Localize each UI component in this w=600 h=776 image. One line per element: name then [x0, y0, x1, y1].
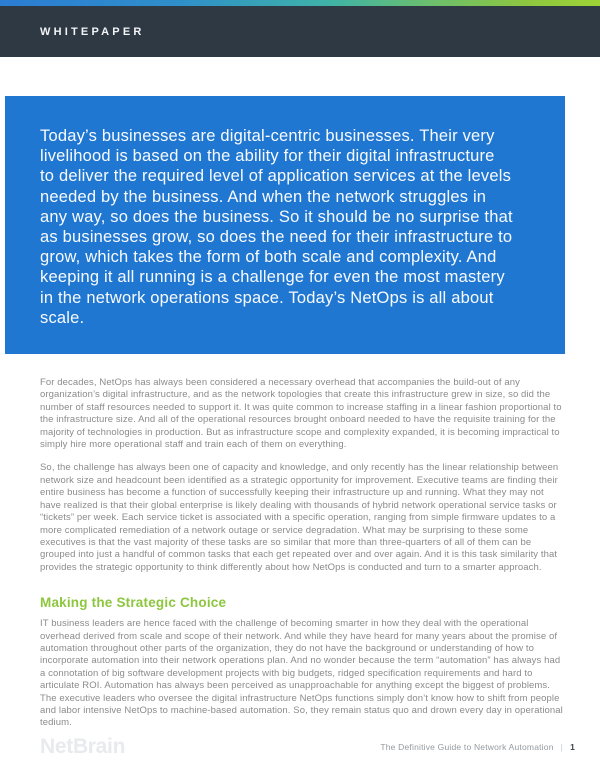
netbrain-logo: NetBrain — [40, 735, 126, 758]
page-number: 1 — [570, 742, 575, 752]
page-footer — [40, 732, 575, 762]
whitepaper-label: WHITEPAPER — [40, 25, 145, 38]
footer-separator: | — [560, 742, 564, 752]
body-paragraph: So, the challenge has always been one of capacity and knowledge, and only recently has the linear relationship between network size and headcount been identified as a strategic opportunity for improvement. Executive teams are finding their entire business has become a function of successfully keeping their infrastructure up and running. What they may not have realized is that their global enterprise is likely dealing with thousands of hybrid network operational service tasks or “tickets” per week. Each service ticket is associated with a specific operation, ranging from simple firmware updates to a more complicated remediation of a network outage or service degradation. What may be surprising to these some executives is that the vast majority of these tasks are so similar that more than three-quarters of all of them can be grouped into just a handful of common tasks that each get repeated over and over again. And it is this task similarity that provides the strategic opportunity to think differently about how NetOps is conducted and turn to a smarter approach. — [40, 462, 559, 573]
hero-quote-text: Today’s businesses are digital-centric businesses. Their very livelihood is based on the ability for their digital infrastructure to deliver the required level of application services at the levels needed by the business. And when the network struggles in any way, so does the business. So it should be no surprise that as businesses grow, so does the need for their infrastructure to grow, which takes the form of both scale and complexity. And keeping it all running is a challenge for even the most mastery in the network operations space. Today’s NetOps is all about scale. — [40, 127, 513, 327]
hero-quote-box — [5, 96, 565, 354]
section-heading: Making the Strategic Choice — [40, 595, 227, 611]
footer-doc-title: The Definitive Guide to Network Automation — [380, 742, 554, 752]
body-paragraph: IT business leaders are hence faced with the challenge of becoming smarter in how they deal with the operational overhead derived from scale and scope of their network. And while they have heard for many years about the promise of automation throughout other parts of the organization, they do not have the background or understanding of how to incorporate automation into their network operations plan. And no wonder because the term “automation” has always had a connotation of big software development projects with big budgets, ridged specification requirements and hard to articulate ROI. Automation has always been perceived as unapproachable for anything except the biggest of problems. The executive leaders who oversee the digital infrastructure NetOps functions simply don’t know how to shift from people and labor intensive NetOps to machine-based automation. So, they remain status quo and drown every day in operational tedium. — [40, 618, 563, 729]
footer-meta — [380, 742, 575, 752]
content-area — [40, 377, 565, 730]
page-header — [0, 6, 600, 57]
body-paragraph: For decades, NetOps has always been considered a necessary overhead that accompanies the build-out of any organization’s digital infrastructure, and as the network topologies that create this infrastructure grew in size, so did the number of staff resources needed to support it. It was quite common to increase staffing in a linear fashion proportional to the infrastructure size. And all of the operational resources brought onboard needed to have the requisite training for the majority of technologies in production. But as infrastructure scope and complexity expanded, it is becoming impractical to simply hire more operational staff and train each of them on everything. — [40, 377, 562, 451]
